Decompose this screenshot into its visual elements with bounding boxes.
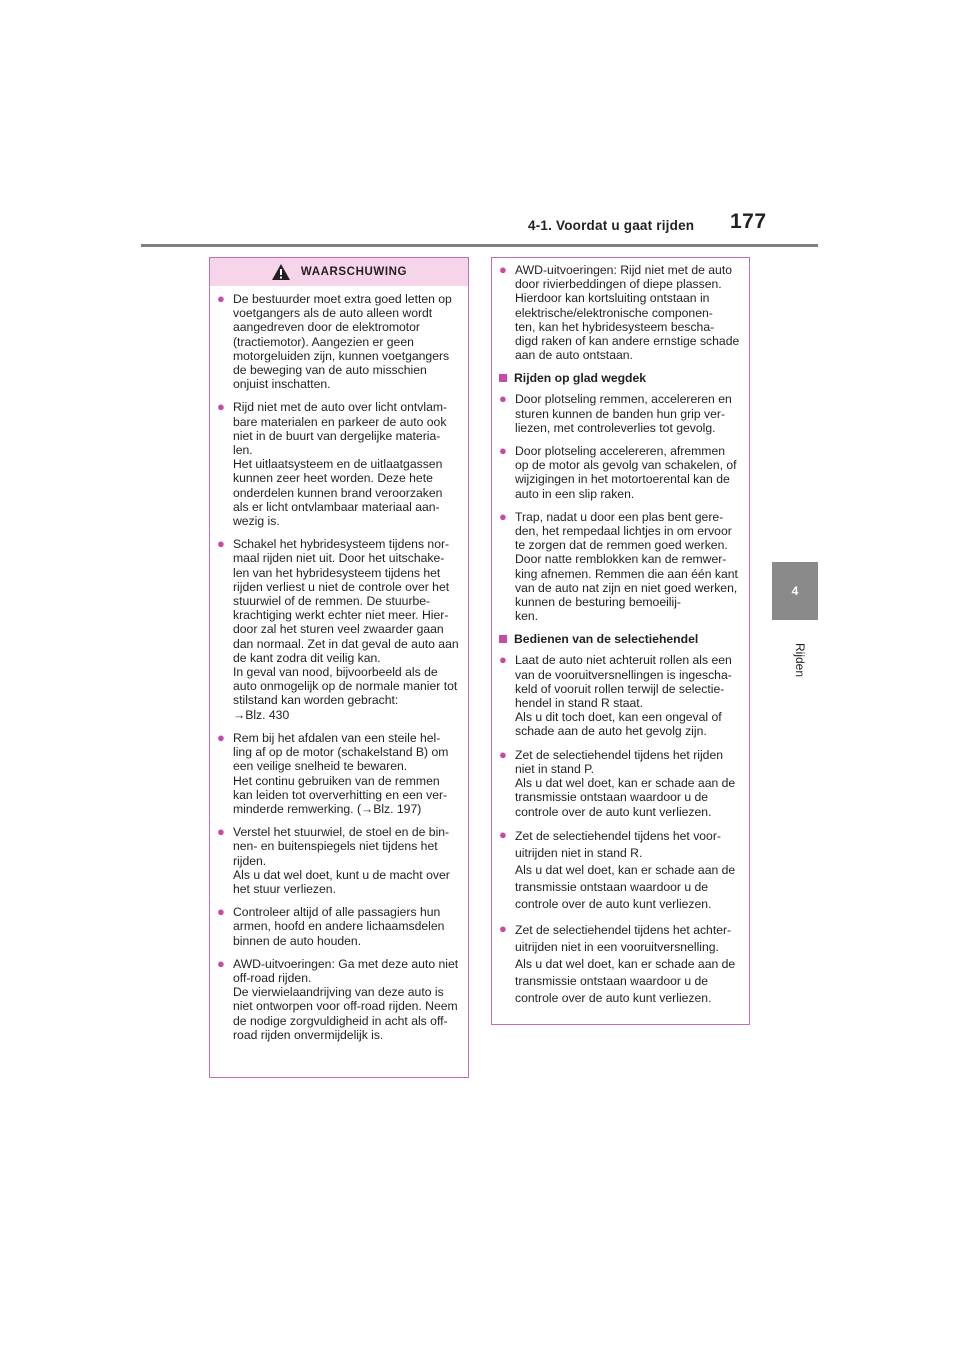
warning-header bbox=[210, 258, 468, 286]
list-item-text: Trap, nadat u door een plas bent gere- den, het rempedaal lichtjes in om ervoor te zorgen dat de remmen goed werken. Door natte remblokken kan de remwer- king afnemen. Remmen die aan één kant van de auto nat zijn en niet goed werken, kunnen de besturing bemoeilij- ken. bbox=[515, 509, 738, 624]
bullet-icon: ● bbox=[499, 443, 507, 459]
list-item bbox=[499, 510, 741, 624]
bullet-icon: ● bbox=[499, 508, 507, 524]
chapter-label: Rijden bbox=[793, 642, 807, 678]
list-item-text: Zet de selectiehendel tijdens het rijden niet in stand P. Als u dat wel doet, kan er schade aan de transmissie ontstaan waardoor u de controle over de auto kunt verliezen. bbox=[515, 747, 736, 819]
list-item-text: De bestuurder moet extra goed letten op voetgangers als de auto alleen wordt aangedreven door de elektromotor (tractiemotor). Aangezien er geen motorgeluiden zijn, kunnen voetgangers de beweging van de auto misschien onjuist inschatten. bbox=[233, 292, 452, 392]
page-number: 177 bbox=[730, 210, 767, 233]
bullet-icon: ● bbox=[217, 904, 225, 920]
bullet-icon: ● bbox=[499, 262, 507, 277]
bullet-icon: ● bbox=[217, 399, 225, 415]
section-title: 4-1. Voordat u gaat rijden bbox=[528, 218, 695, 233]
bullet-icon: ● bbox=[217, 824, 225, 840]
list-item bbox=[217, 957, 460, 1042]
section-heading-slippery: Rijden op glad wegdek bbox=[499, 371, 741, 385]
chapter-tab: 4 bbox=[772, 562, 818, 620]
bullet-icon: ● bbox=[217, 729, 225, 745]
list-item-text: AWD-uitvoeringen: Rijd niet met de auto door rivierbeddingen of diepe plassen. Hierdoor kan kortsluiting ontstaan in elektrische/elektronische componen- ten, kan het hybridesysteem bescha- digd raken of kan andere ernstige schade aan de auto ontstaan. bbox=[515, 263, 740, 363]
bullet-icon: ● bbox=[499, 746, 507, 762]
list-item bbox=[499, 653, 741, 738]
list-item-text: Rem bij het afdalen van een steile hel- ling af op de motor (schakelstand B) om een veilige snelheid te bewaren. Het continu gebruiken van de remmen kan leiden tot oververhitting en een ver- minderde remwerking. (→Blz. 197) bbox=[233, 730, 449, 816]
list-item-text: AWD-uitvoeringen: Ga met deze auto niet off-road rijden. De vierwielaandrijving van deze auto is niet ontworpen voor off-road rijden. Neem de nodige zorgvuldigheid in acht als off-road rijden onvermijdelijk is. bbox=[233, 956, 459, 1042]
bullet-icon: ● bbox=[499, 826, 507, 842]
list-item-text: Door plotseling accelereren, afremmen op de motor als gevolg van schakelen, of wijzigingen in het motortoerental kan de auto in een slip raken. bbox=[515, 444, 737, 501]
header-rule bbox=[141, 244, 818, 247]
list-item-text: Schakel het hybridesysteem tijdens nor- maal rijden niet uit. Door het uitschake- len van het hybridesysteem tijdens het rijden verliest u niet de controle over het stuurwiel of de remmen. De stuurbe- krachtiging werkt echter niet meer. Hier- door zal het sturen veel zwaarder gaan dan normaal. Zet in dat geval de auto aan de kant zodra dit veilig kan. In geval van nood, bijvoorbeeld als de auto onmogelijk op de normale manier tot stilstand kan worden gebracht: →Blz. 430 bbox=[233, 537, 459, 722]
bullet-icon: ● bbox=[499, 652, 507, 668]
list-item bbox=[217, 731, 460, 816]
bullet-icon: ● bbox=[217, 291, 225, 306]
warning-right-list bbox=[492, 258, 749, 1007]
section-heading-selector: Bedienen van de selectiehendel bbox=[499, 632, 741, 646]
bullet-icon: ● bbox=[217, 955, 225, 971]
warning-triangle-icon bbox=[271, 263, 291, 281]
list-item bbox=[217, 905, 460, 948]
list-item-text: Rijd niet met de auto over licht ontvlam- bare materialen en parkeer de auto ook niet in de buurt van dergelijke materia- len. Het uitlaatsysteem en de uitlaatgassen kunnen zeer heet worden. Deze hete onderdelen kunnen brand veroorzaken als er licht ontvlambaar materiaal aan- wezig is. bbox=[233, 400, 448, 529]
list-item bbox=[217, 825, 460, 896]
list-item bbox=[217, 400, 460, 528]
list-item-text: Zet de selectiehendel tijdens het achter- uitrijden niet in een vooruitversnelling. Als u dat wel doet, kan er schade aan de transmissie ontstaan waardoor u de controle over de auto kunt verliezen. bbox=[515, 922, 736, 1005]
warning-box-right bbox=[491, 257, 750, 1025]
list-item-text: Laat de auto niet achteruit rollen als een van de vooruitversnellingen is ingescha- keld of vooruit rollen terwijl de selectie- hendel in stand R staat. Als u dit toch doet, kan een ongeval of schade aan de auto het gevolg zijn. bbox=[515, 653, 732, 739]
warning-box-left bbox=[209, 257, 469, 1078]
list-item-text: Door plotseling remmen, accelereren en sturen kunnen de banden hun grip ver- liezen, met controleverlies tot gevolg. bbox=[515, 392, 732, 435]
list-item-text: Controleer altijd of alle passagiers hun armen, hoofd en andere lichaamsdelen binnen de auto houden. bbox=[233, 905, 445, 948]
list-item bbox=[499, 263, 741, 362]
list-item bbox=[217, 537, 460, 722]
list-item-text: Verstel het stuurwiel, de stoel en de bin- nen- en buitenspiegels niet tijdens het rijden. Als u dat wel doet, kunt u de macht over het stuur verliezen. bbox=[233, 825, 450, 896]
bullet-icon: ● bbox=[499, 391, 507, 407]
warning-title: WAARSCHUWING bbox=[300, 266, 408, 278]
bullet-icon: ● bbox=[499, 920, 507, 936]
bullet-icon: ● bbox=[217, 536, 225, 552]
list-item bbox=[499, 828, 741, 913]
list-item bbox=[499, 922, 741, 1007]
list-item bbox=[217, 292, 460, 391]
list-item-text: Zet de selectiehendel tijdens het voor- uitrijden niet in stand R. Als u dat wel doet, kan er schade aan de transmissie ontstaan waardoor u de controle over de auto kunt verliezen. bbox=[515, 828, 736, 911]
list-item bbox=[499, 392, 741, 435]
warning-left-list bbox=[210, 286, 468, 1042]
list-item bbox=[499, 748, 741, 819]
list-item bbox=[499, 444, 741, 501]
